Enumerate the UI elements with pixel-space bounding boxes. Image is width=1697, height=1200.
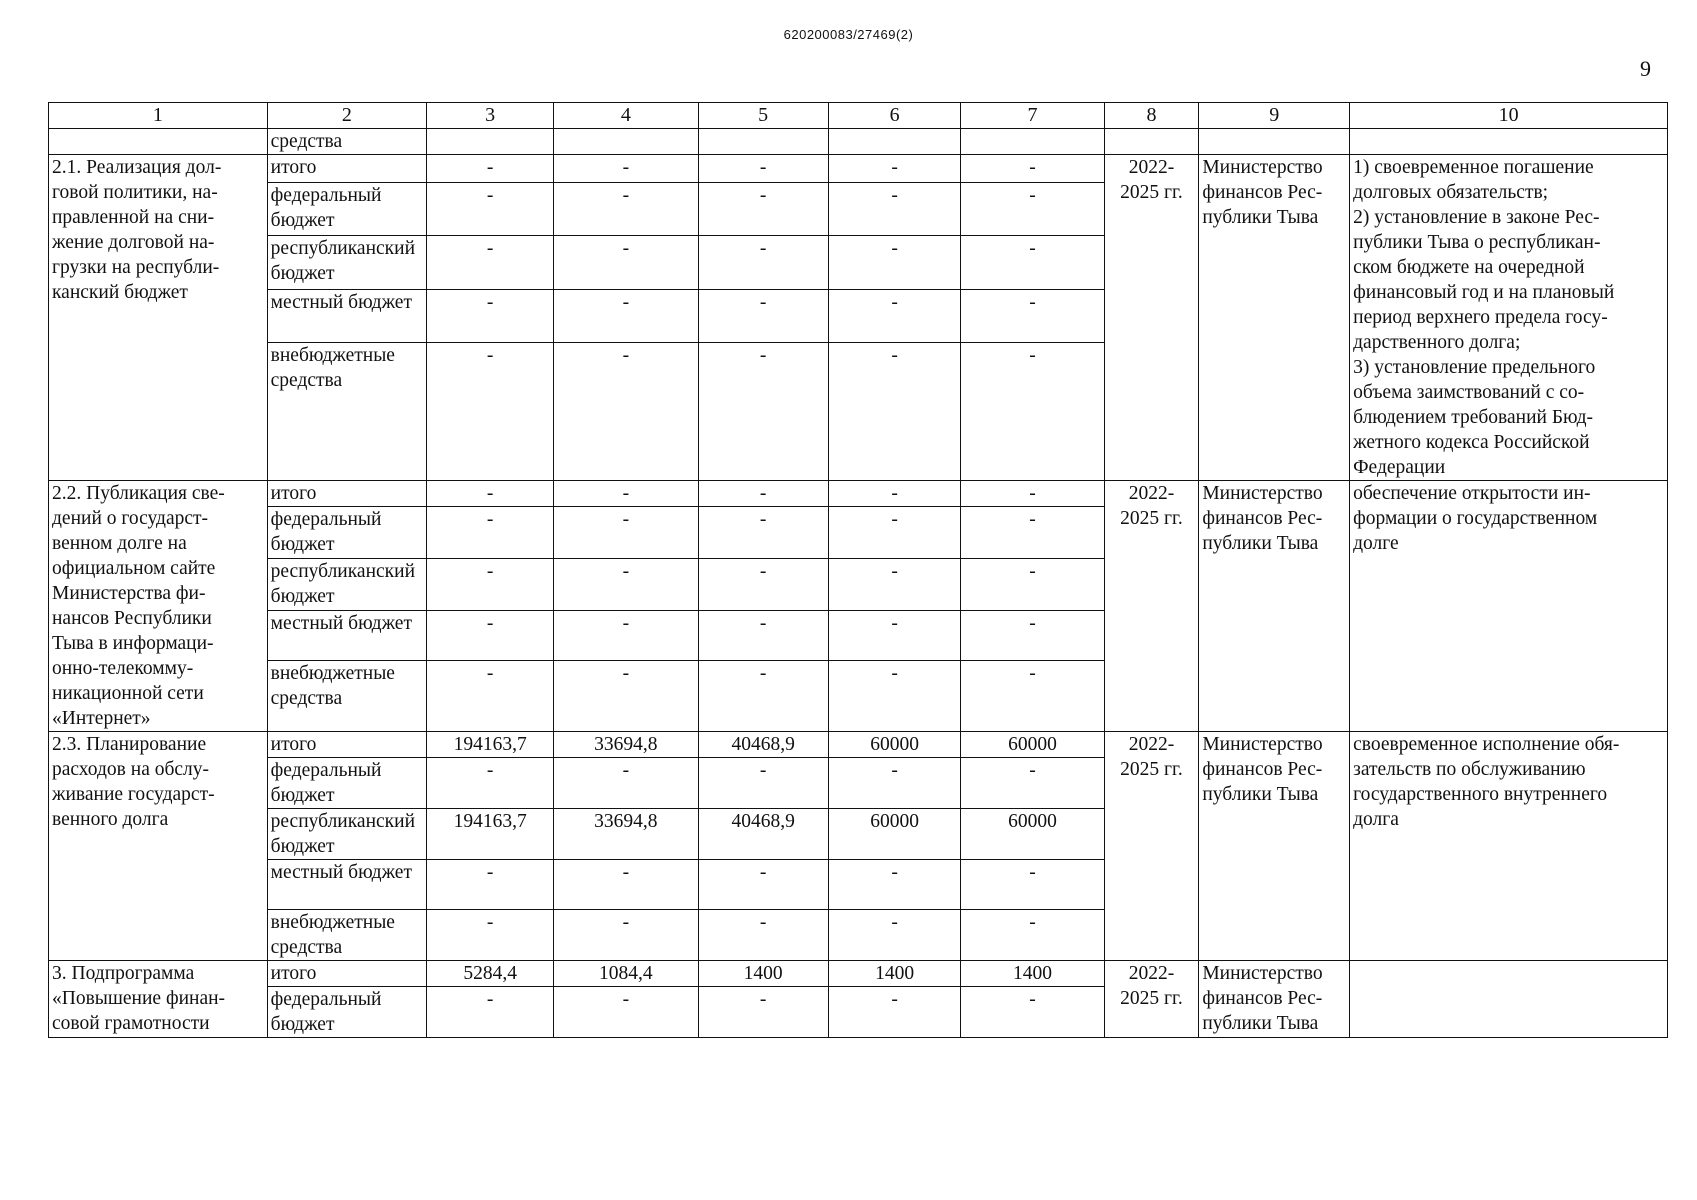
empty-cell	[1350, 129, 1668, 155]
funding-source-cell: местный бюджет	[267, 610, 426, 661]
amount-cell: 1084,4	[554, 961, 698, 987]
text-line: государственного внутреннего	[1353, 784, 1608, 805]
funding-source-cell: внебюджетные средства	[267, 910, 426, 961]
empty-cell	[1199, 129, 1350, 155]
activity-name-cell	[49, 155, 268, 481]
amount-cell: -	[828, 290, 960, 343]
amount-cell: -	[698, 987, 828, 1038]
table-row	[49, 155, 1668, 183]
text-line: грузки на республи-	[52, 257, 220, 278]
text-line: обеспечение открытости ин-	[1353, 483, 1591, 504]
amount-cell: -	[427, 182, 554, 236]
amount-cell: -	[961, 661, 1104, 732]
funding-source-cell: республиканский бюджет	[267, 809, 426, 860]
amount-cell: -	[427, 507, 554, 559]
text-line: долге	[1353, 533, 1399, 554]
empty-cell	[698, 129, 828, 155]
text-line: Министерство	[1202, 734, 1323, 755]
period-cell	[1104, 481, 1199, 732]
program-activities-table	[48, 102, 1668, 1038]
table-row	[49, 961, 1668, 987]
text-line: «Интернет»	[52, 708, 151, 729]
empty-cell	[961, 129, 1104, 155]
text-line: 2025 гг.	[1120, 508, 1183, 529]
amount-cell: -	[427, 610, 554, 661]
amount-cell: -	[698, 910, 828, 961]
amount-cell: -	[828, 558, 960, 610]
amount-cell: 1400	[698, 961, 828, 987]
amount-cell: 1400	[828, 961, 960, 987]
text-line: венном долге на	[52, 533, 187, 554]
expected-result-cell	[1350, 481, 1668, 732]
amount-cell: 5284,4	[427, 961, 554, 987]
column-number: 1	[49, 103, 268, 129]
amount-cell: -	[554, 290, 698, 343]
text-line: онно-телекомму-	[52, 658, 194, 679]
text-line: 2022-	[1128, 157, 1175, 178]
amount-cell: -	[828, 758, 960, 809]
amount-cell: -	[961, 182, 1104, 236]
text-line: 2022-	[1128, 483, 1175, 504]
text-line: формации о государственном	[1353, 508, 1598, 529]
amount-cell: -	[698, 661, 828, 732]
amount-cell: -	[828, 987, 960, 1038]
text-line: говой политики, на-	[52, 182, 218, 203]
text-line: канский бюджет	[52, 282, 188, 303]
text-line: Министерство	[1202, 963, 1323, 984]
text-line: долга	[1353, 809, 1399, 830]
amount-cell: 1400	[961, 961, 1104, 987]
text-line: официальном сайте	[52, 558, 216, 579]
column-number: 4	[554, 103, 698, 129]
funding-source-cell: внебюджетные средства	[267, 343, 426, 481]
amount-cell: -	[961, 155, 1104, 183]
amount-cell: -	[554, 343, 698, 481]
amount-cell: -	[427, 236, 554, 290]
amount-cell: -	[554, 987, 698, 1038]
amount-cell: -	[961, 558, 1104, 610]
text-line: финансов Рес-	[1202, 182, 1323, 203]
amount-cell: -	[427, 558, 554, 610]
text-line: блюдением требований Бюд-	[1353, 407, 1594, 428]
amount-cell: -	[961, 507, 1104, 559]
executor-cell	[1199, 732, 1350, 961]
text-line: Тыва в информаци-	[52, 633, 214, 654]
amount-cell: -	[427, 481, 554, 507]
amount-cell: -	[554, 860, 698, 910]
funding-source-cell: итого	[267, 155, 426, 183]
text-line: жение долговой на-	[52, 232, 215, 253]
amount-cell: -	[554, 758, 698, 809]
column-number: 7	[961, 103, 1104, 129]
text-line: 2.3. Планирование	[52, 734, 207, 755]
table-body	[49, 103, 1668, 1038]
amount-cell: -	[427, 910, 554, 961]
amount-cell: -	[961, 236, 1104, 290]
text-line: никационной сети	[52, 683, 204, 704]
funding-source-cell: средства	[267, 129, 426, 155]
amount-cell: -	[427, 343, 554, 481]
text-line: своевременное исполнение обя-	[1353, 734, 1620, 755]
text-line: 1) своевременное погашение	[1353, 157, 1594, 178]
funding-source-cell: республиканский бюджет	[267, 236, 426, 290]
amount-cell: 33694,8	[554, 732, 698, 758]
amount-cell: -	[427, 155, 554, 183]
text-line: объема заимствований с со-	[1353, 382, 1585, 403]
text-line: 2022-	[1128, 734, 1175, 755]
amount-cell: -	[828, 481, 960, 507]
text-line: Министерство	[1202, 157, 1323, 178]
column-number: 5	[698, 103, 828, 129]
amount-cell: -	[961, 860, 1104, 910]
text-line: расходов на обслу-	[52, 759, 210, 780]
table-row	[49, 732, 1668, 758]
column-number-row	[49, 103, 1668, 129]
text-line: «Повышение финан-	[52, 988, 226, 1009]
text-line: финансов Рес-	[1202, 988, 1323, 1009]
text-line: зательств по обслуживанию	[1353, 759, 1586, 780]
funding-source-cell: федеральный бюджет	[267, 758, 426, 809]
amount-cell: -	[828, 661, 960, 732]
empty-cell	[554, 129, 698, 155]
amount-cell: 60000	[961, 732, 1104, 758]
column-number: 3	[427, 103, 554, 129]
amount-cell: -	[554, 910, 698, 961]
amount-cell: -	[427, 860, 554, 910]
amount-cell: 40468,9	[698, 809, 828, 860]
column-number: 6	[828, 103, 960, 129]
amount-cell: 40468,9	[698, 732, 828, 758]
amount-cell: -	[961, 987, 1104, 1038]
period-cell	[1104, 732, 1199, 961]
amount-cell: 194163,7	[427, 809, 554, 860]
funding-source-cell: местный бюджет	[267, 290, 426, 343]
text-line: живание государст-	[52, 784, 215, 805]
text-line: 2) установление в законе Рес-	[1353, 207, 1600, 228]
text-line: правленной на сни-	[52, 207, 215, 228]
text-line: финансов Рес-	[1202, 759, 1323, 780]
column-number: 8	[1104, 103, 1199, 129]
funding-source-cell: федеральный бюджет	[267, 182, 426, 236]
amount-cell: 60000	[828, 732, 960, 758]
executor-cell	[1199, 155, 1350, 481]
activity-name-cell	[49, 961, 268, 1038]
amount-cell: -	[961, 290, 1104, 343]
amount-cell: 60000	[828, 809, 960, 860]
amount-cell: -	[698, 758, 828, 809]
text-line: долговых обязательств;	[1353, 182, 1549, 203]
funding-source-cell: итого	[267, 961, 426, 987]
amount-cell: -	[427, 290, 554, 343]
amount-cell: -	[828, 610, 960, 661]
funding-source-cell: республиканский бюджет	[267, 558, 426, 610]
amount-cell: -	[698, 610, 828, 661]
executor-cell	[1199, 481, 1350, 732]
text-line: совой грамотности	[52, 1013, 210, 1034]
amount-cell: -	[961, 343, 1104, 481]
amount-cell: -	[828, 155, 960, 183]
amount-cell: -	[961, 610, 1104, 661]
text-line: 2025 гг.	[1120, 759, 1183, 780]
text-line: 2025 гг.	[1120, 988, 1183, 1009]
page-number: 9	[1640, 56, 1651, 81]
text-line: публики Тыва	[1202, 1013, 1319, 1034]
amount-cell: 33694,8	[554, 809, 698, 860]
amount-cell: -	[828, 343, 960, 481]
funding-source-cell: федеральный бюджет	[267, 987, 426, 1038]
text-line: финансов Рес-	[1202, 508, 1323, 529]
table-row	[49, 481, 1668, 507]
amount-cell: -	[427, 758, 554, 809]
amount-cell: -	[698, 155, 828, 183]
text-line: венного долга	[52, 809, 169, 830]
text-line: жетного кодекса Российской	[1353, 432, 1590, 453]
text-line: ском бюджете на очередной	[1353, 257, 1585, 278]
text-line: дений о государст-	[52, 508, 209, 529]
amount-cell: -	[828, 236, 960, 290]
amount-cell: -	[554, 661, 698, 732]
amount-cell: -	[828, 910, 960, 961]
amount-cell: -	[828, 507, 960, 559]
funding-source-cell: внебюджетные средства	[267, 661, 426, 732]
text-line: 3. Подпрограмма	[52, 963, 195, 984]
text-line: 2.1. Реализация дол-	[52, 157, 222, 178]
amount-cell: -	[427, 661, 554, 732]
column-number: 9	[1199, 103, 1350, 129]
funding-source-cell: федеральный бюджет	[267, 507, 426, 559]
continuation-row	[49, 129, 1668, 155]
amount-cell: -	[961, 481, 1104, 507]
funding-source-cell: итого	[267, 732, 426, 758]
period-cell	[1104, 155, 1199, 481]
text-line: 2025 гг.	[1120, 182, 1183, 203]
text-line: 2022-	[1128, 963, 1175, 984]
amount-cell: -	[554, 182, 698, 236]
amount-cell: -	[961, 758, 1104, 809]
text-line: 2.2. Публикация све-	[52, 483, 225, 504]
amount-cell: -	[828, 860, 960, 910]
amount-cell: -	[554, 155, 698, 183]
amount-cell: -	[961, 910, 1104, 961]
activity-name-cell	[49, 481, 268, 732]
text-line: Федерации	[1353, 457, 1446, 478]
empty-cell	[828, 129, 960, 155]
text-line: публики Тыва	[1202, 533, 1319, 554]
amount-cell: -	[554, 610, 698, 661]
column-number: 10	[1350, 103, 1668, 129]
text-line: Министерства фи-	[52, 583, 206, 604]
text-line: 3) установление предельного	[1353, 357, 1596, 378]
period-cell	[1104, 961, 1199, 1038]
amount-cell: -	[554, 481, 698, 507]
empty-cell	[49, 129, 268, 155]
column-number: 2	[267, 103, 426, 129]
text-line: Министерство	[1202, 483, 1323, 504]
amount-cell: -	[698, 507, 828, 559]
amount-cell: -	[698, 182, 828, 236]
amount-cell: -	[698, 343, 828, 481]
amount-cell: -	[554, 236, 698, 290]
executor-cell	[1199, 961, 1350, 1038]
amount-cell: -	[698, 558, 828, 610]
amount-cell: -	[554, 507, 698, 559]
text-line: финансовый год и на плановый	[1353, 282, 1615, 303]
amount-cell: -	[554, 558, 698, 610]
text-line: период верхнего предела госу-	[1353, 307, 1608, 328]
text-line: нансов Республики	[52, 608, 212, 629]
text-line: дарственного долга;	[1353, 332, 1521, 353]
amount-cell: -	[698, 236, 828, 290]
document-registration-number: 620200083/27469(2)	[783, 27, 914, 42]
amount-cell: 194163,7	[427, 732, 554, 758]
amount-cell: -	[698, 481, 828, 507]
expected-result-cell	[1350, 961, 1668, 1038]
empty-cell	[427, 129, 554, 155]
amount-cell: 60000	[961, 809, 1104, 860]
amount-cell: -	[427, 987, 554, 1038]
expected-result-cell	[1350, 155, 1668, 481]
expected-result-cell	[1350, 732, 1668, 961]
activity-name-cell	[49, 732, 268, 961]
empty-cell	[1104, 129, 1199, 155]
amount-cell: -	[698, 290, 828, 343]
funding-source-cell: местный бюджет	[267, 860, 426, 910]
funding-source-cell: итого	[267, 481, 426, 507]
amount-cell: -	[828, 182, 960, 236]
text-line: публики Тыва о республикан-	[1353, 232, 1601, 253]
amount-cell: -	[698, 860, 828, 910]
text-line: публики Тыва	[1202, 207, 1319, 228]
text-line: публики Тыва	[1202, 784, 1319, 805]
